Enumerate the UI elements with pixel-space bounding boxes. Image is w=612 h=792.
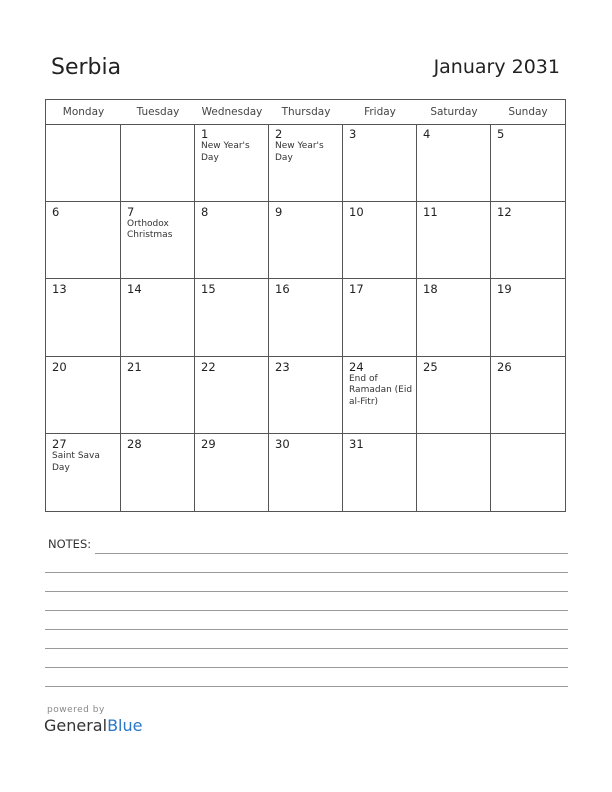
weekday-wednesday: Wednesday: [201, 106, 263, 118]
day-number: 13: [52, 282, 67, 297]
day-cell: [417, 202, 491, 280]
day-cell: [491, 124, 565, 202]
day-number: 24: [349, 359, 364, 374]
day-cell: [46, 434, 121, 512]
day-number: 21: [127, 359, 142, 374]
day-cell: [491, 202, 565, 280]
day-cell: [269, 202, 343, 280]
day-number: 2: [275, 127, 283, 141]
day-number: 12: [497, 204, 512, 219]
notes-line: [45, 648, 568, 649]
notes-line: [45, 572, 568, 573]
day-cell: [269, 279, 343, 357]
day-cell: [121, 279, 195, 357]
day-number: 1: [201, 127, 209, 141]
day-number: 26: [497, 359, 512, 374]
notes-line: [45, 610, 568, 611]
day-cell: [343, 124, 417, 202]
day-number: 16: [275, 282, 290, 297]
day-cell: [269, 357, 343, 435]
holiday-label: New Year's Day: [201, 141, 250, 163]
notes-line: [45, 686, 568, 687]
calendar-grid: [45, 99, 566, 512]
day-cell: [121, 202, 195, 280]
day-number: 31: [349, 437, 364, 452]
day-cell: [343, 279, 417, 357]
day-number: 9: [275, 204, 283, 219]
day-number: 18: [423, 282, 438, 297]
day-cell: [46, 202, 121, 280]
weekday-tuesday: Tuesday: [136, 106, 180, 118]
day-number: 22: [201, 359, 216, 374]
powered-by-text: powered by: [47, 705, 105, 715]
notes-line: [45, 591, 568, 592]
day-number: 15: [201, 282, 216, 297]
day-number: 20: [52, 359, 67, 374]
day-number: 14: [127, 282, 142, 297]
day-number: 27: [52, 437, 67, 452]
weekday-header-row: [46, 100, 565, 125]
month-year-title: January 2031: [433, 56, 560, 78]
day-number: 4: [423, 127, 431, 141]
day-cell: [46, 357, 121, 435]
notes-line: [45, 667, 568, 668]
notes-line: [45, 629, 568, 630]
day-cell: [195, 124, 269, 202]
day-number: 7: [127, 204, 135, 219]
day-cell: [491, 279, 565, 357]
day-cell: [269, 124, 343, 202]
day-cell: [343, 202, 417, 280]
brand-blue: Blue: [107, 716, 143, 735]
day-cell: [195, 357, 269, 435]
day-number: 8: [201, 204, 209, 219]
day-cell: [195, 434, 269, 512]
brand-general: General: [44, 716, 108, 735]
generalblue-logo: [44, 716, 142, 735]
day-cell: [491, 357, 565, 435]
day-cell: [195, 279, 269, 357]
day-cell: [121, 124, 195, 202]
day-number: 6: [52, 204, 60, 219]
day-number: 10: [349, 204, 364, 219]
day-cell: [491, 434, 565, 512]
country-title: Serbia: [51, 55, 122, 80]
day-number: 17: [349, 282, 364, 297]
day-cell: [343, 357, 417, 435]
day-number: 3: [349, 127, 357, 141]
weekday-sunday: Sunday: [508, 106, 548, 118]
day-cell: [417, 124, 491, 202]
day-cell: [417, 279, 491, 357]
day-number: 29: [201, 437, 216, 452]
day-cell: [417, 434, 491, 512]
holiday-label: New Year's Day: [275, 141, 324, 163]
day-cell: [121, 357, 195, 435]
holiday-label: End of Ramadan (Eid al-Fitr): [349, 373, 413, 407]
weekday-saturday: Saturday: [430, 106, 478, 118]
day-number: 5: [497, 127, 505, 141]
holiday-label: Orthodox Christmas: [127, 218, 173, 241]
day-number: 19: [497, 282, 512, 297]
notes-line: [95, 553, 568, 554]
day-cell: [195, 202, 269, 280]
day-number: 28: [127, 437, 142, 452]
notes-label: NOTES:: [48, 537, 92, 551]
day-cell: [46, 124, 121, 202]
day-cell: [269, 434, 343, 512]
weekday-friday: Friday: [364, 106, 396, 118]
weekday-thursday: Thursday: [281, 106, 331, 118]
day-cell: [121, 434, 195, 512]
holiday-label: Saint Sava Day: [52, 451, 100, 473]
day-number: 30: [275, 437, 290, 452]
weekday-monday: Monday: [62, 106, 105, 118]
day-cell: [343, 434, 417, 512]
day-number: 11: [423, 204, 438, 219]
day-cell: [46, 279, 121, 357]
day-cell: [417, 357, 491, 435]
day-number: 23: [275, 359, 290, 374]
day-number: 25: [423, 359, 438, 374]
